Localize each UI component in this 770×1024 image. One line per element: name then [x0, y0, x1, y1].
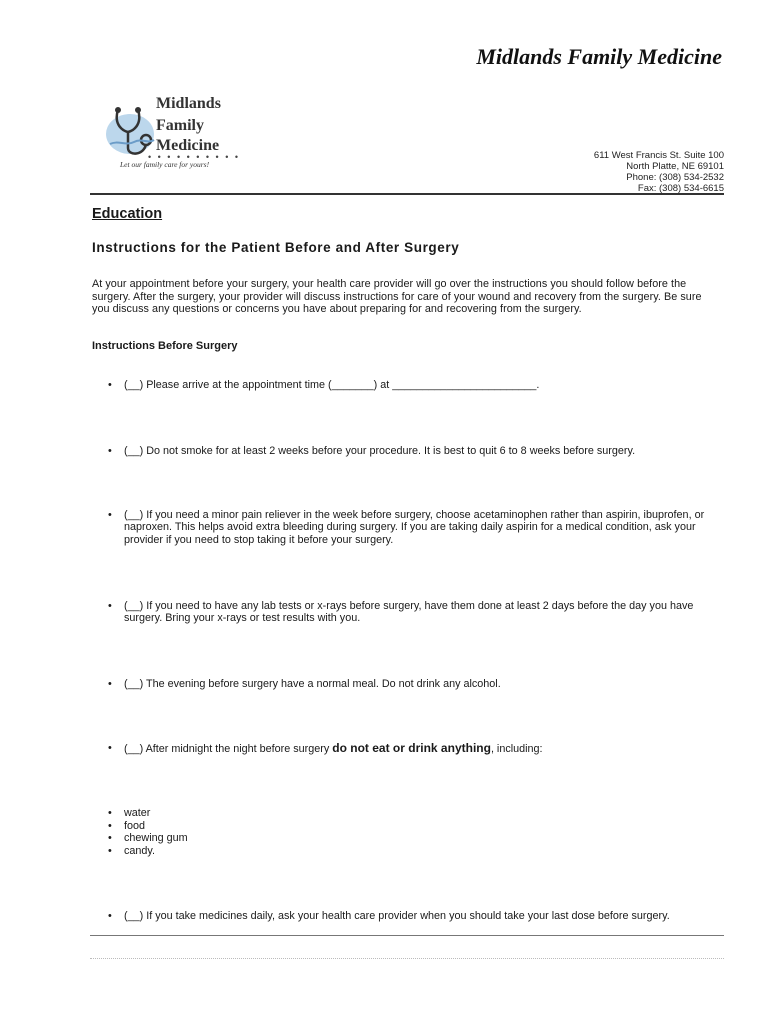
instruction-item	[108, 742, 726, 755]
instruction-text: (__) Please arrive at the appointment time (_______) at ________________________.	[124, 379, 540, 391]
instruction-item	[108, 678, 726, 690]
instruction-item	[108, 379, 726, 391]
footer-divider	[90, 935, 724, 936]
instruction-item	[108, 600, 726, 625]
instruction-text: (__) If you take medicines daily, ask your health care provider when you should take your last dose before surgery.	[124, 910, 670, 922]
instruction-item	[108, 445, 726, 457]
bullet-icon: •	[108, 678, 112, 690]
instruction-text-start: (__) After midnight the night before surgery	[124, 743, 333, 755]
bullet-icon: •	[108, 742, 112, 754]
page-edge-dotted-line	[90, 958, 724, 959]
section-title: Education	[92, 206, 163, 222]
logo-word-1: Midlands	[156, 95, 221, 112]
instruction-text	[124, 742, 726, 755]
document-subtitle: Instructions for the Patient Before and After Surgery	[92, 240, 460, 255]
bullet-icon: •	[108, 445, 112, 457]
bullet-icon: •	[108, 910, 112, 922]
bullet-icon: •	[108, 844, 112, 857]
bullet-icon: •	[108, 832, 112, 845]
address-city: North Platte, NE 69101	[626, 161, 724, 172]
instructions-subheading: Instructions Before Surgery	[92, 340, 238, 352]
logo-word-2: Family	[156, 117, 204, 134]
food-list	[108, 807, 188, 857]
practice-address	[594, 150, 724, 194]
address-fax: Fax: (308) 534-6615	[637, 183, 724, 194]
practice-title: Midlands Family Medicine	[476, 44, 722, 69]
list-item: • chewing gum	[108, 832, 188, 845]
address-phone: Phone: (308) 534-2532	[626, 172, 724, 183]
header-divider	[90, 193, 724, 195]
bullet-icon: •	[108, 819, 112, 832]
list-item: • water	[108, 807, 151, 819]
instruction-text-end: , including:	[490, 743, 543, 755]
address-street: 611 West Francis St. Suite 100	[593, 150, 724, 161]
instruction-text: (__) The evening before surgery have a normal meal. Do not drink any alcohol.	[124, 678, 501, 690]
logo-dots: • • • • • • • • • •	[148, 152, 241, 162]
logo-tagline: Let our family care for yours!	[120, 160, 210, 169]
intro-paragraph: At your appointment before your surgery, your health care provider will go over the instructions you should follow before the surgery. After the surgery, your provider will discuss instructions for care of your wound and recovery from the surgery. Be sure you discuss any questions or concerns you have about preparing for and recovering from the surgery.	[92, 278, 702, 316]
logo-word-3: Medicine	[156, 137, 220, 154]
instruction-item	[108, 509, 726, 546]
instruction-text: (__) If you need a minor pain reliever in the week before surgery, choose acetaminophen rather than aspirin, ibuprofen, or naproxen. This helps avoid extra bleeding during surgery. If you are taking daily aspirin for a medical condition, ask your provider if you need to stop taking it before your surgery.	[124, 509, 705, 546]
instruction-text: (__) Do not smoke for at least 2 weeks before your procedure. It is best to quit 6 to 8 weeks before surgery.	[124, 445, 636, 457]
list-item: • candy.	[108, 844, 156, 857]
bullet-icon: •	[108, 379, 112, 391]
instruction-text: (__) If you need to have any lab tests or x-rays before surgery, have them done at least 2 days before the day you have surgery. Bring your x-rays or test results with you.	[124, 600, 694, 625]
bullet-icon: •	[108, 807, 112, 819]
instruction-item	[108, 910, 726, 922]
instruction-emphasis: do not eat or drink anything	[332, 741, 491, 755]
list-item: • food	[108, 819, 146, 832]
bullet-icon: •	[108, 600, 112, 612]
bullet-icon: •	[108, 509, 112, 521]
